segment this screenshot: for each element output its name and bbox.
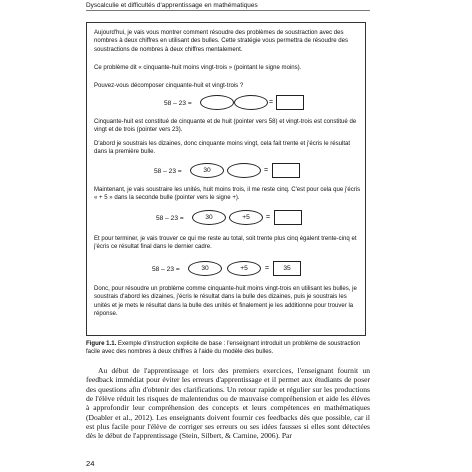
box-paragraph-decompose: Cinquante-huit est constitué de cinquante et de huit (pointer vers 58) et vingt-trois est constitué de vingt et de trois (pointer vers 23). bbox=[94, 119, 357, 134]
figure-caption bbox=[86, 340, 370, 357]
page-number: 24 bbox=[86, 459, 95, 468]
equation-lhs: 58 – 23 = bbox=[154, 168, 182, 175]
equation-2 bbox=[154, 162, 304, 182]
box-paragraph-problem: Ce problème dit « cinquante-huit moins vingt-trois » (pointant le signe moins). bbox=[94, 65, 302, 71]
tens-bubble: 30 bbox=[190, 163, 224, 178]
equals-sign: = bbox=[264, 167, 269, 174]
equals-sign: = bbox=[269, 99, 274, 106]
tens-bubble bbox=[200, 95, 234, 110]
result-box bbox=[274, 210, 302, 225]
equation-lhs: 58 – 23 = bbox=[164, 100, 192, 107]
equals-sign: = bbox=[266, 214, 271, 221]
units-bubble bbox=[227, 163, 261, 178]
figure-label: Figure 1.1. bbox=[86, 341, 117, 347]
header-rule bbox=[86, 10, 370, 11]
box-paragraph-intro: Aujourd'hui, je vais vous montrer comment résoudre des problèmes de soustraction avec des nombres à deux chiffres en utilisant des bulles. Cette stratégie vous permettra de résoudre des soustractions de nombres à deux chiffres mentalement. bbox=[94, 30, 348, 53]
body-text bbox=[86, 366, 370, 441]
equals-sign: = bbox=[265, 265, 270, 272]
running-title: Dyscalculie et difficultés d'apprentissage en mathématiques bbox=[86, 2, 258, 9]
box-paragraph-tens: D'abord je soustrais les dizaines, donc cinquante moins vingt, cela fait trente et j'écris le résultat dans la première bulle. bbox=[94, 141, 351, 156]
equation-3 bbox=[156, 209, 306, 229]
equation-4 bbox=[152, 260, 308, 280]
box-paragraph-summary: Donc, pour résoudre un problème comme cinquante-huit moins vingt-trois en utilisant les bulles, je soustrais d'abord les dizaines, j'écris le résultat dans la bulle des dizaines, puis je soustrais les unités et je mets le résultat dans la bulle des unités et finalement je les additionne pour trouver la réponse. bbox=[94, 286, 357, 317]
tens-bubble: 30 bbox=[192, 210, 226, 225]
box-paragraph-total: Et pour terminer, je vais trouver ce qui me reste au total, soit trente plus cinq égalent trente-cinq et j'écris ce résultat final dans le dernier cadre. bbox=[94, 236, 357, 251]
result-box bbox=[272, 163, 300, 178]
result-box bbox=[276, 95, 304, 110]
equation-1 bbox=[164, 94, 304, 114]
figure-caption-text: Exemple d'instruction explicite de base : l'enseignant introduit un problème de soustraction facile avec des nombres à deux chiffres à l'aide du modèle des bulles. bbox=[86, 341, 361, 356]
result-box: 35 bbox=[273, 261, 301, 276]
tens-bubble: 30 bbox=[188, 261, 222, 276]
body-paragraph: Au début de l'apprentissage et lors des premiers exercices, l'enseignant fournit un feedback immédiat pour éviter les erreurs d'apprentissage et il permet aux étudiants de poser des questions afin d'obtenir des clarifications. Un retour rapide et régulier sur les productions de l'élève réduit les risques de malentendus ou de mauvaise compréhension et aide les élèves à approfondir leur compréhension des concepts et leurs compétences en mathématiques (Doabler et al., 2012). Les enseignants doivent fournir ces feedbacks dès que possible, car il est plus facile pour l'élève de corriger ses erreurs ou ses idées fausses si elles sont détectées dès le début de l'apprentissage (Stein, Silbert, & Carnine, 2006). Par bbox=[86, 366, 370, 441]
units-bubble bbox=[234, 95, 268, 110]
equation-lhs: 58 – 23 = bbox=[152, 266, 180, 273]
units-bubble: +5 bbox=[227, 261, 261, 276]
box-paragraph-units: Maintenant, je vais soustraire les unités, huit moins trois, il me reste cinq. C'est pour cela que j'écris « + 5 » dans la seconde bulle (pointer vers le signe +). bbox=[94, 187, 361, 202]
equation-lhs: 58 – 23 = bbox=[156, 215, 184, 222]
box-paragraph-question: Pouvez-vous décomposer cinquante-huit et vingt-trois ? bbox=[94, 83, 244, 89]
units-bubble: +5 bbox=[229, 210, 263, 225]
